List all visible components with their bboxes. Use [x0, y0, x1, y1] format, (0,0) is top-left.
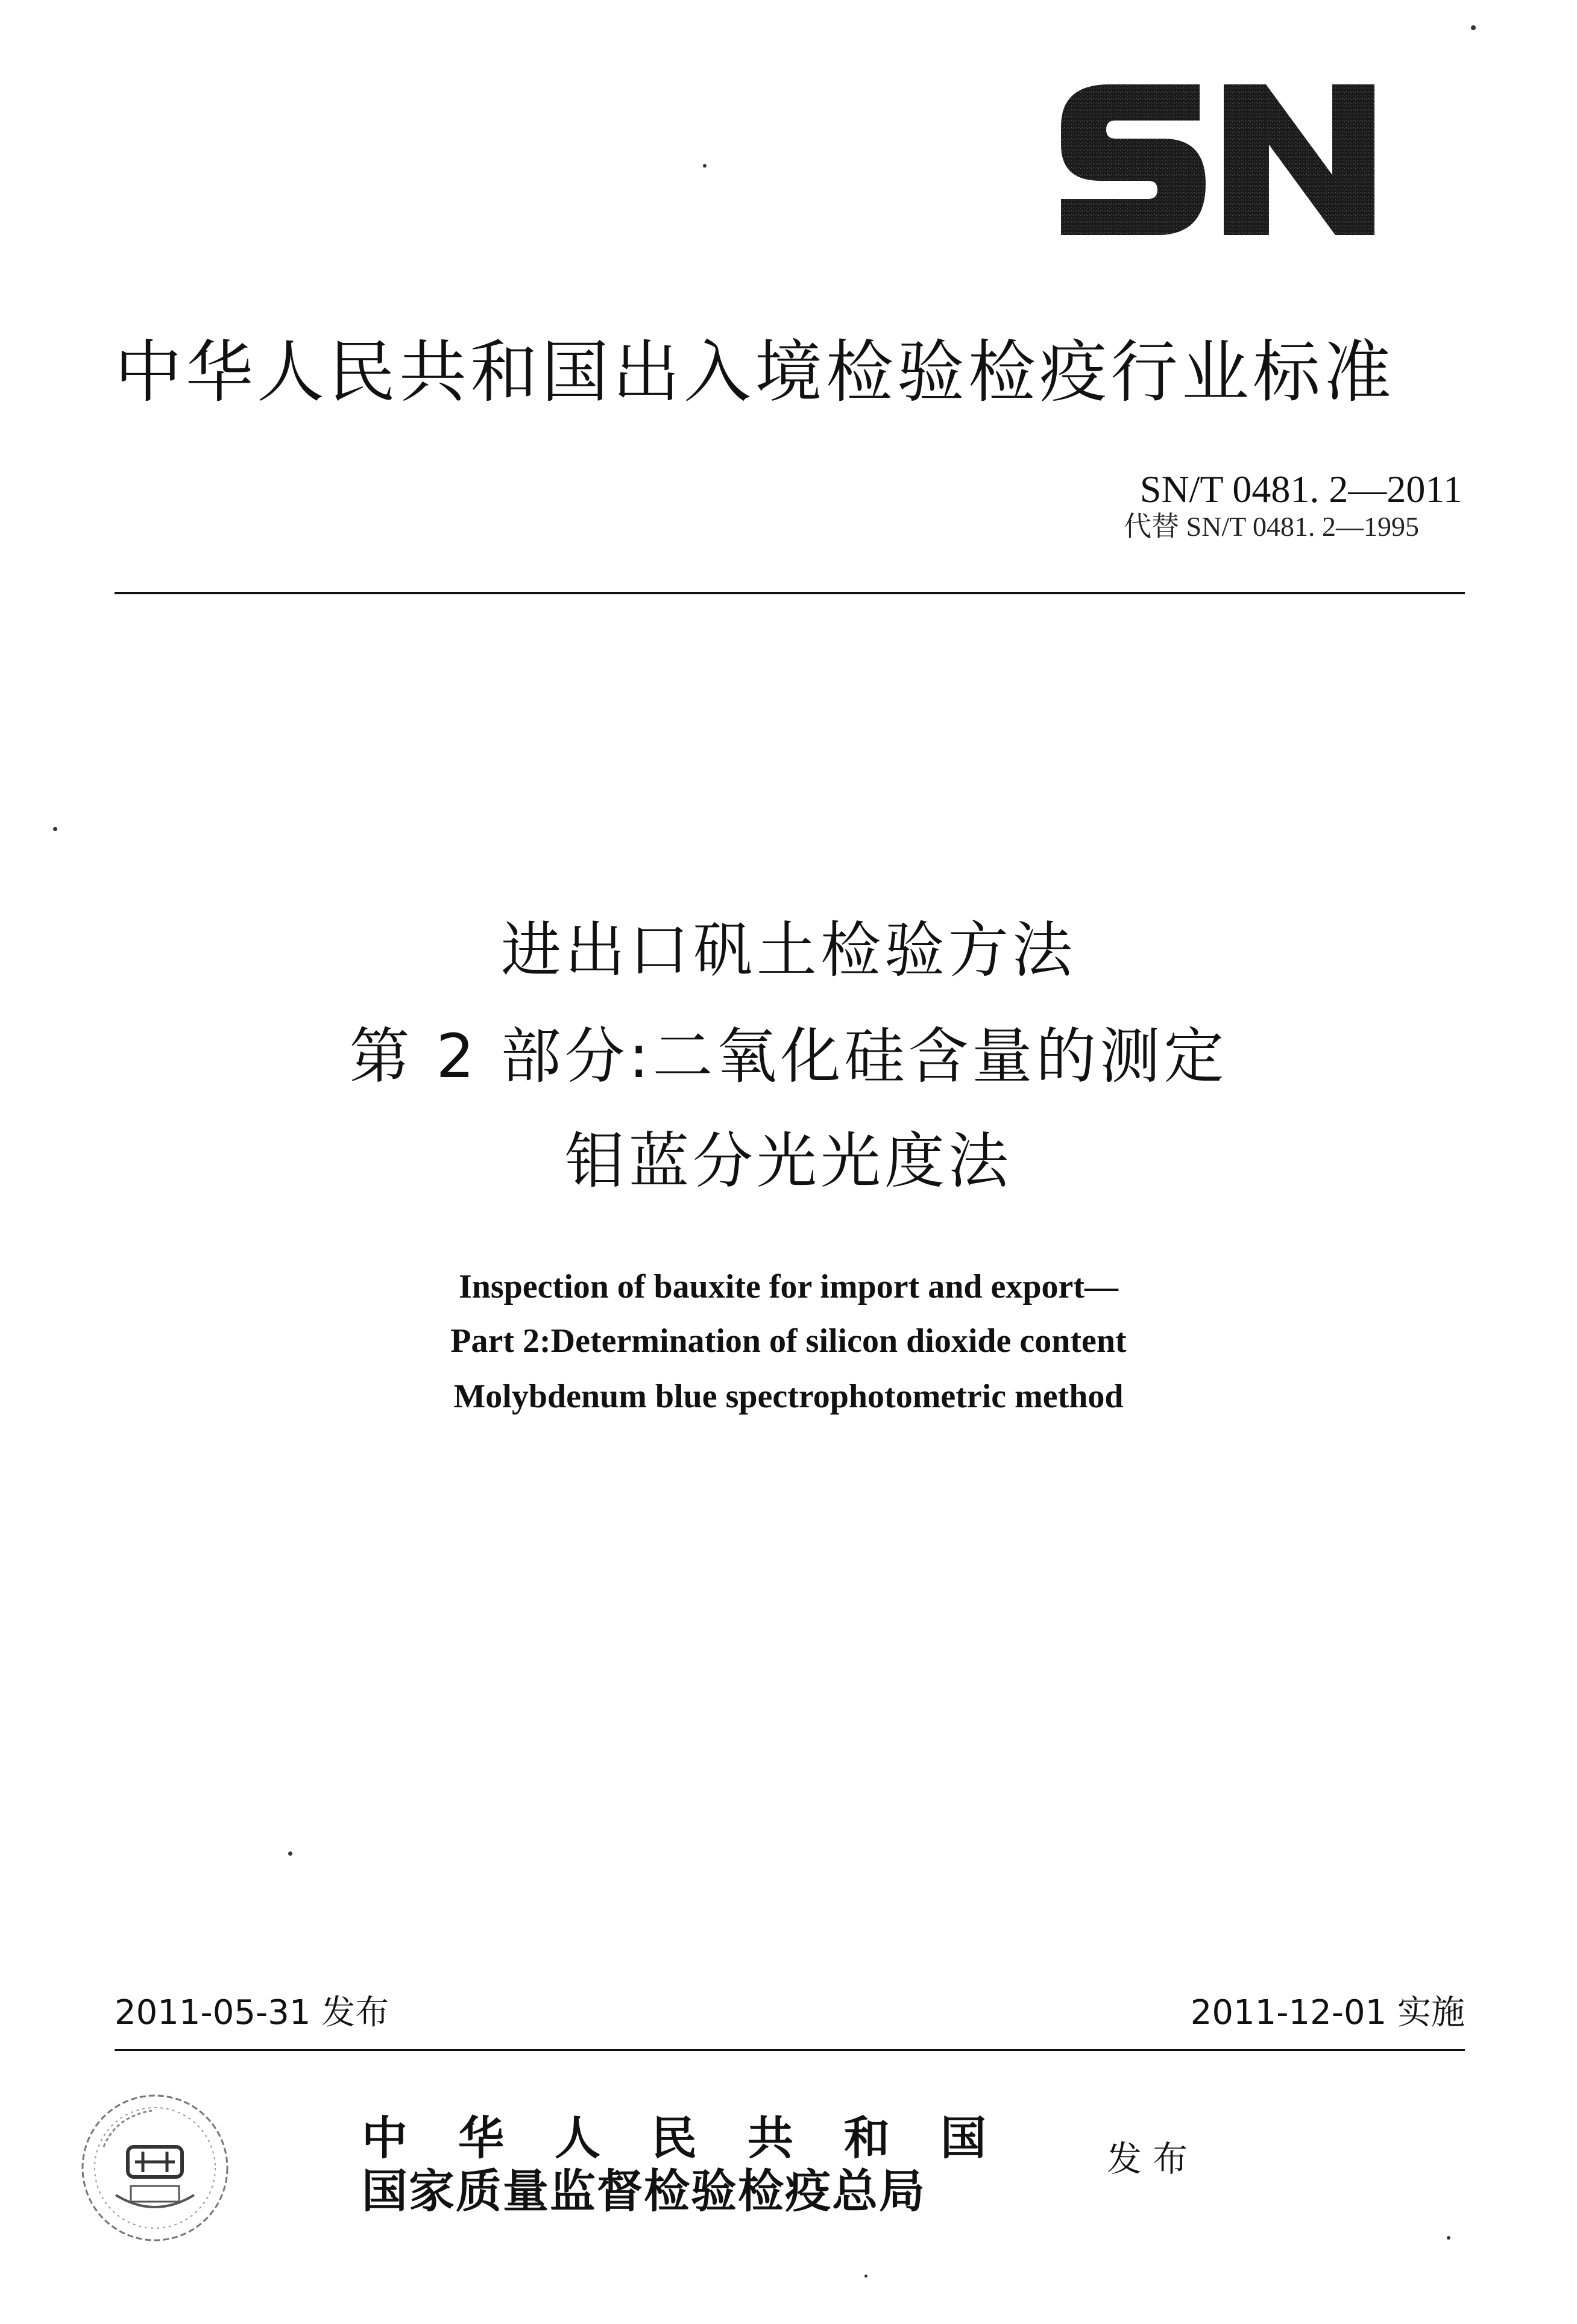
issue-date: 2011-05-31 发布 [115, 1993, 389, 2032]
scan-speck [1447, 2236, 1450, 2240]
scan-speck [1471, 25, 1476, 30]
title-en-line-3: Molybdenum blue spectrophotometric method [453, 1378, 1124, 1415]
implementation-date: 2011-12-01 实施 [1190, 1993, 1465, 2032]
scan-speck [53, 827, 57, 831]
title-en-line-2: Part 2:Determination of silicon dioxide content [450, 1322, 1127, 1360]
bottom-divider [115, 2049, 1465, 2051]
title-en-line-1: Inspection of bauxite for import and export— [458, 1268, 1119, 1305]
replaced-standard: 代替 SN/T 0481. 2—1995 [1124, 511, 1419, 542]
scan-speck [288, 1851, 292, 1856]
title-cn-line-2: 第 2 部分:二氧化硅含量的测定 [349, 1021, 1228, 1091]
publisher-agency: 国家质量监督检验检疫总局 [362, 2164, 926, 2218]
title-cn-line-3: 钼蓝分光光度法 [565, 1126, 1012, 1196]
title-cn-line-1: 进出口矾土检验方法 [501, 915, 1076, 985]
sn-logo [1049, 72, 1387, 247]
publisher-country: 中华人民共和国 [362, 2111, 1037, 2165]
sector-standard-title: 中华人民共和国出入境检验检疫行业标准 [115, 333, 1395, 412]
publish-label: 发布 [1107, 2138, 1199, 2179]
standard-code: SN/T 0481. 2—2011 [1139, 468, 1462, 510]
scan-speck [703, 164, 707, 168]
top-divider [115, 592, 1465, 594]
scan-speck [864, 2275, 867, 2278]
publisher-seal [68, 2081, 242, 2255]
